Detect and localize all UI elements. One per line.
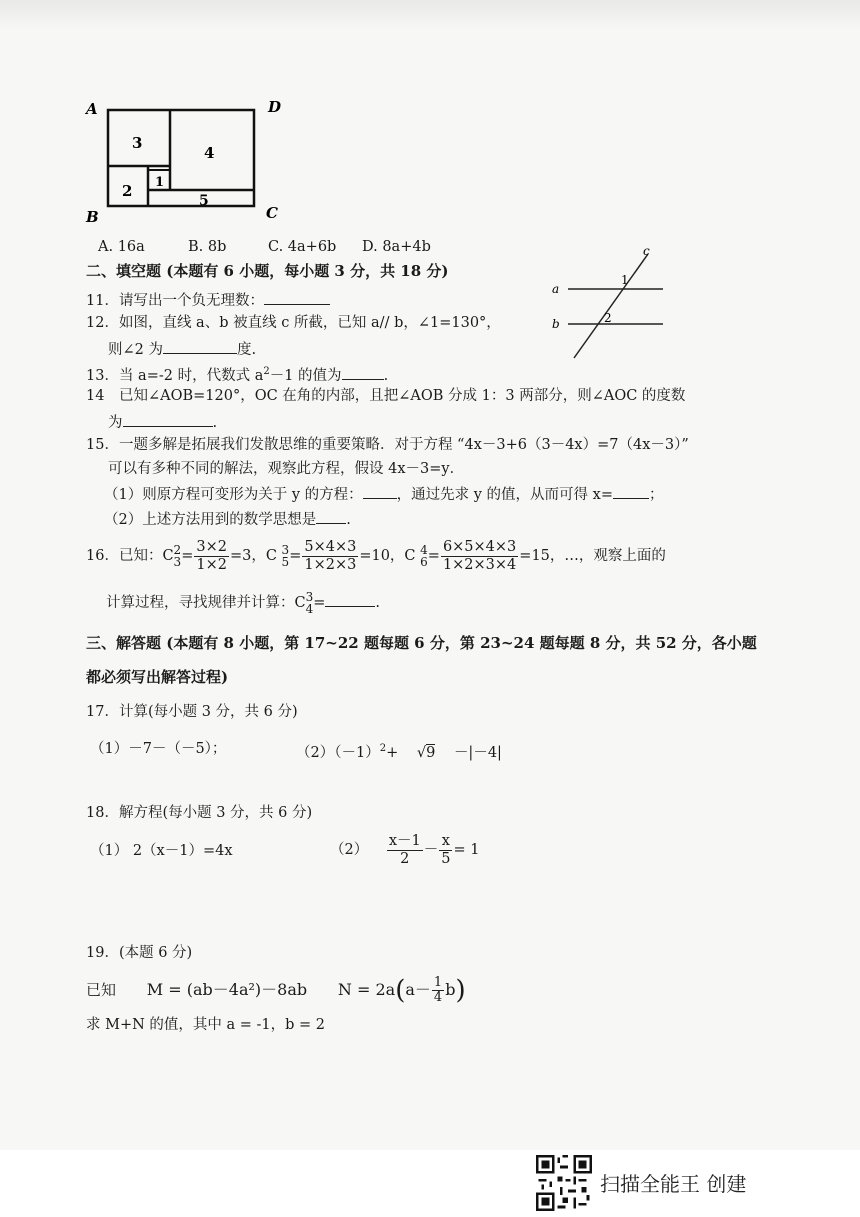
answer-blank bbox=[316, 509, 346, 524]
question-15-part1: （1）则原方程可变形为关于 y 的方程： bbox=[104, 487, 363, 503]
corner-d-label: D bbox=[268, 98, 282, 116]
question-16-line1: 16．已知：C 2 3 = $\frac{3\times 2}{1\times 2}$ =3，C 3 5 = $\frac{5\times 4\times 3}{1\times 2\times 3}$ =10，C 4 6 = $\frac{6\times 5\times 4\times 3}{1\times 2\times 3\times 4}$ =15，…，观察上面的 bbox=[86, 538, 666, 573]
question-16-line2-text: 计算过程，寻找规律并计算：C bbox=[106, 595, 306, 611]
question-17-part1: （1）－7－（－5）； bbox=[90, 741, 227, 757]
footer-credit: 扫描全能王 创建 bbox=[600, 1172, 747, 1196]
choice-b: B. 8b bbox=[188, 239, 227, 255]
sqrt-radicand: 9 bbox=[426, 744, 436, 761]
question-15-line1: 15．一题多解是拓展我们发散思维的重要策略．对于方程 “4x－3+6（3－4x）=7（4x－3）” bbox=[86, 437, 689, 453]
question-15-line3 bbox=[104, 484, 664, 504]
sqrt-symbol: √ bbox=[416, 744, 427, 761]
question-16-prefix: 16．已知：C bbox=[86, 548, 174, 564]
answer-blank bbox=[613, 484, 649, 499]
fraction: $\frac{x}{5}$ bbox=[441, 832, 451, 867]
answer-blank bbox=[123, 412, 213, 427]
section-3-heading-line2: 都必须写出解答过程) bbox=[86, 668, 229, 686]
fraction: $\frac{x-1}{2}$ bbox=[388, 832, 421, 867]
question-15-part1-end: ； bbox=[649, 487, 664, 503]
question-15-part1-mid: ，通过先求 y 的值，从而可得 x= bbox=[396, 487, 613, 503]
fraction: $\frac{1}{4}$ bbox=[433, 975, 443, 1005]
question-11 bbox=[86, 290, 330, 310]
exponent: 2 bbox=[263, 366, 270, 377]
answer-blank bbox=[342, 365, 384, 380]
question-18-part1: （1） 2（x－1）=4x bbox=[90, 843, 233, 859]
question-15-line2: 可以有多种不同的解法，观察此方程，假设 4x－3=y． bbox=[108, 461, 465, 477]
parallel-lines-figure bbox=[548, 244, 678, 362]
angle-1-label: 1 bbox=[621, 273, 629, 287]
answer-blank bbox=[163, 339, 237, 354]
choice-c: C. 4a+6b bbox=[268, 239, 337, 255]
cell-4-label: 4 bbox=[204, 144, 215, 162]
choice-d: D. 8a+4b bbox=[362, 239, 431, 255]
answer-blank bbox=[264, 290, 330, 305]
question-13-prefix: 13．当 a=-2 时，代数式 a bbox=[86, 367, 264, 384]
corner-b-label: B bbox=[86, 208, 99, 224]
rectangle-figure bbox=[84, 96, 294, 224]
corner-a-label: A bbox=[86, 100, 98, 118]
question-18-part2: （2） $\frac{x-1}{2}$ － $\frac{x}{5}$ = 1 bbox=[330, 832, 480, 867]
section-3-heading-line1: 三、解答题 (本题有 8 小题，第 17~22 题每题 6 分，第 23~24 题每题 8 分，共 52 分，各小题 bbox=[86, 634, 757, 652]
n-expression: N = 2a(a－ $\frac{1}{4}$ b) bbox=[337, 975, 466, 1006]
corner-c-label: C bbox=[266, 204, 278, 222]
combination-index: 2 3 bbox=[173, 543, 182, 569]
question-13-suffix: －1 的值为 bbox=[269, 367, 342, 384]
question-17-part2: $(2)(-1)^2+ √9 -|-4|$ bbox=[296, 743, 502, 761]
question-14-line1: 14 已知∠AOB=120°，OC 在角的内部，且把∠AOB 分成 1：3 两部分，则∠AOC 的度数 bbox=[86, 388, 686, 404]
question-11-text: 11．请写出一个负无理数： bbox=[86, 293, 264, 309]
answer-blank bbox=[325, 592, 375, 607]
question-15-line4: （2）上述方法用到的数学思想是 . bbox=[104, 509, 351, 529]
fraction: $\frac{3\times 2}{1\times 2}$ bbox=[196, 538, 227, 573]
line-b-label: b bbox=[552, 317, 560, 331]
line-a-label: a bbox=[552, 282, 560, 296]
fraction: $\frac{5\times 4\times 3}{1\times 2\times 3}$ bbox=[304, 538, 357, 573]
question-19-title: 19．(本题 6 分) bbox=[86, 945, 193, 961]
question-13: 13．当 a=-2 时，代数式 $a^2-1$ 的值为 . bbox=[86, 366, 389, 384]
question-12-prefix: 则∠2 为 bbox=[108, 342, 163, 358]
question-12-line2 bbox=[108, 339, 256, 359]
question-18-title: 18．解方程(每小题 3 分，共 6 分) bbox=[86, 805, 313, 821]
choice-a: A. 16a bbox=[98, 239, 145, 255]
question-16-line2: 计算过程，寻找规律并计算：C 3 4 = . bbox=[106, 590, 380, 616]
question-17-title: 17．计算(每小题 3 分，共 6 分) bbox=[86, 704, 298, 720]
question-12-line1: 12．如图，直线 a、b 被直线 c 所截，已知 a// b，∠1=130°， bbox=[86, 315, 501, 331]
answer-blank bbox=[363, 484, 397, 499]
cell-2-label: 2 bbox=[122, 182, 133, 200]
combination-index: 4 6 bbox=[420, 543, 428, 569]
question-15-part2: （2）上述方法用到的数学思想是 bbox=[104, 512, 317, 528]
line-c-label: c bbox=[643, 244, 650, 258]
question-12-suffix: 度. bbox=[236, 342, 257, 358]
cell-5-label: 5 bbox=[199, 193, 209, 209]
question-14-prefix: 为 bbox=[108, 415, 123, 431]
question-14-line2: 为 . bbox=[108, 412, 217, 432]
cell-1-label: 1 bbox=[155, 175, 165, 190]
question-19-known: 已知 M = (ab－4a²)－8ab N = 2a(a－ $\frac{1}{4}$ b) bbox=[86, 975, 466, 1006]
m-expression: M = (ab－4a²)－8ab bbox=[146, 980, 308, 999]
fraction: $\frac{6\times 5\times 4\times 3}{1\times 2\times 3\times 4}$ bbox=[442, 538, 517, 573]
cell-3-label: 3 bbox=[132, 134, 143, 152]
question-19-ask: 求 M+N 的值，其中 a = -1，b = 2 bbox=[86, 1017, 326, 1033]
combination-index: 3 5 bbox=[281, 543, 290, 569]
angle-2-label: 2 bbox=[604, 311, 612, 325]
combination-index: 3 4 bbox=[305, 590, 314, 616]
qr-code-icon bbox=[536, 1155, 592, 1211]
section-2-heading: 二、填空题 (本题有 6 小题，每小题 3 分，共 18 分) bbox=[86, 262, 449, 280]
